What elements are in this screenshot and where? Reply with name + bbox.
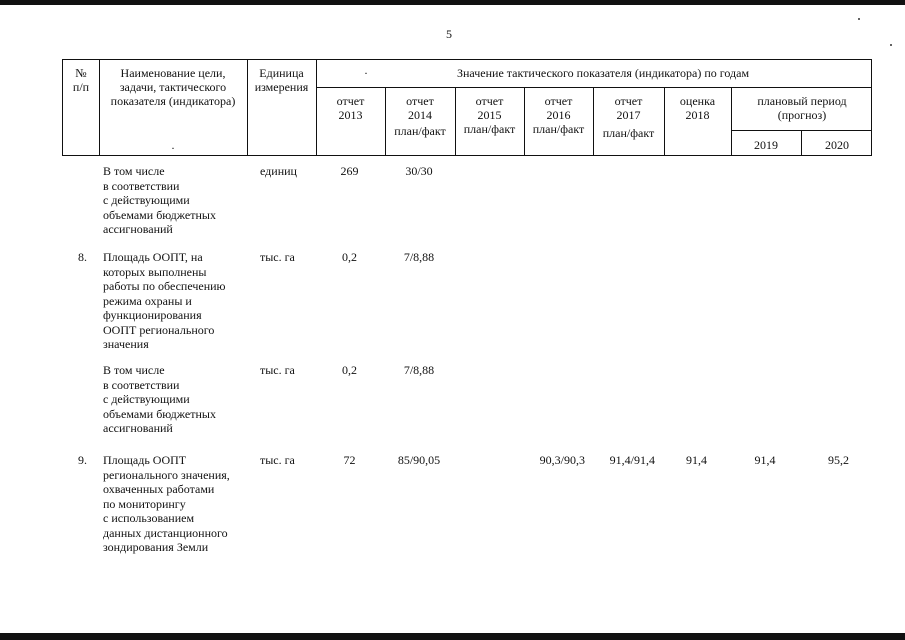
grid-line	[316, 87, 871, 88]
row-4-2017: 91,4/91,4	[609, 453, 655, 467]
header-year-2017-sub: план/факт	[602, 126, 655, 140]
row-1-name: В том числе в соответствии с действующими объемами бюджетных ассигнований	[103, 164, 216, 236]
header-unit: Единица измерения	[254, 66, 309, 94]
header-group-mark: ·	[364, 66, 368, 80]
row-3-name: В том числе в соответствии с действующими объемами бюджетных ассигнований	[103, 363, 216, 435]
scan-edge-bottom	[0, 633, 905, 640]
header-year-2015: отчет 2015 план/факт	[463, 94, 516, 136]
row-3-2014: 7/8,88	[403, 363, 435, 377]
table-header	[62, 59, 872, 156]
header-name-mark: .	[171, 138, 175, 152]
page-number: 5	[446, 27, 452, 41]
header-name: Наименование цели, задачи, тактического показателя (индикатора)	[110, 66, 236, 108]
row-4-2018: 91,4	[686, 453, 707, 467]
header-year-2016: отчет 2016 план/факт	[532, 94, 585, 136]
header-year-2018: оценка 2018	[679, 94, 716, 122]
row-2-num: 8.	[78, 250, 87, 264]
row-1-2014: 30/30	[405, 164, 433, 178]
header-year-2013: отчет 2013	[336, 94, 365, 122]
row-4-2020: 95,2	[828, 453, 849, 467]
row-4-2016: 90,3/90,3	[539, 453, 585, 467]
row-2-name: Площадь ООПТ, на которых выполнены работы по обеспечению режима охраны и функционирования ООПТ регионального значения	[103, 250, 226, 351]
header-num: № п/п	[72, 66, 90, 94]
scan-edge-top	[0, 0, 905, 5]
row-4-name: Площадь ООПТ регионального значения, охваченных работами по мониторингу с использованием данных дистанционного зондирования Земли	[103, 453, 230, 554]
row-3-unit: тыс. га	[260, 363, 295, 377]
grid-line	[731, 130, 871, 131]
row-4-num: 9.	[78, 453, 87, 467]
header-year-2017: отчет 2017	[614, 94, 643, 122]
header-year-2014-sub: план/факт	[394, 124, 446, 138]
header-year-2019: 2019	[754, 138, 778, 152]
row-4-unit: тыс. га	[260, 453, 295, 467]
header-year-2014: отчет 2014	[406, 94, 434, 122]
row-4-2019: 91,4	[754, 453, 776, 467]
row-3-2013: 0,2	[342, 363, 357, 377]
row-2-2014: 7/8,88	[403, 250, 435, 264]
row-2-2013: 0,2	[342, 250, 357, 264]
scan-speck	[858, 18, 860, 20]
header-year-2020: 2020	[825, 138, 849, 152]
header-planned-period: плановый период (прогноз)	[757, 94, 847, 122]
row-4-2014: 85/90,05	[397, 453, 441, 467]
row-1-unit: единиц	[260, 164, 297, 178]
row-4-2013: 72	[343, 453, 356, 467]
scan-speck	[890, 44, 892, 46]
header-group-title: Значение тактического показателя (индикатора) по годам	[456, 66, 750, 80]
row-2-unit: тыс. га	[260, 250, 295, 264]
row-1-2013: 269	[340, 164, 359, 178]
